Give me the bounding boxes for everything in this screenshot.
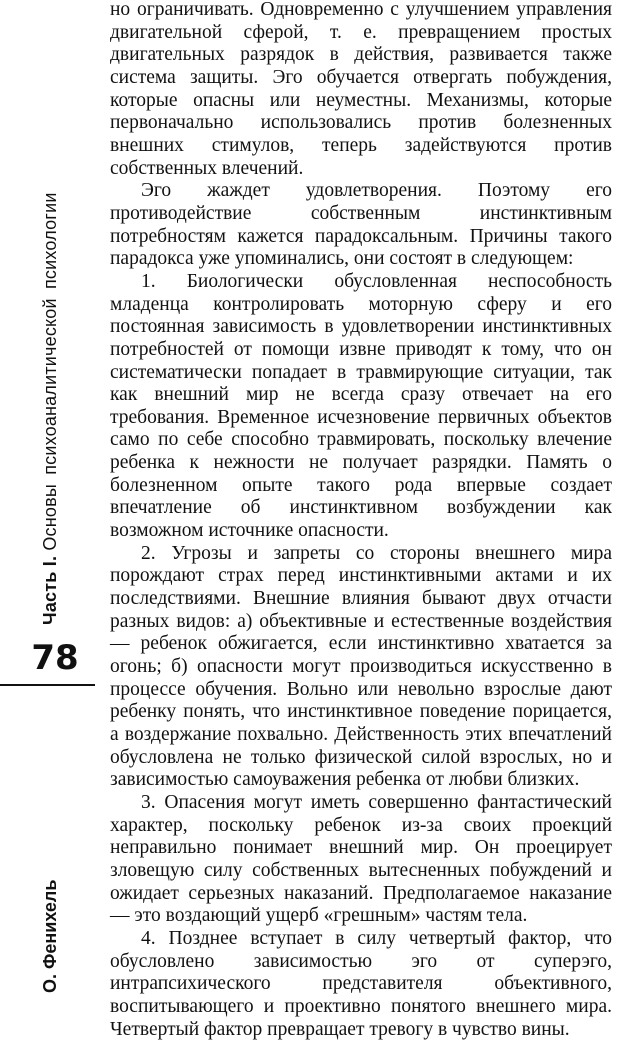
page-number-rule — [0, 684, 95, 686]
running-header-title: Основы психоаналитической психологии — [40, 192, 60, 551]
paragraph-reason-1: 1. Биологически обусловленная неспособность младенца контролировать моторную сферу и его постоянная зависимость в удовлетворении инстинктивных потребностей от помощи извне приводят к тому, что он систематически попадает в травмирующие ситуации, так как внешний мир не всегда сразу отвечает на его требования. Временное исчезновение первичных объектов само по себе способно травмировать, поскольку влечение ребенка к нежности не получает разрядки. Память о болезненном опыте такого рода впервые создает впечатление об инстинктивном возбуждении как возможном источнике опасности. — [110, 270, 612, 542]
paragraph-ego-satisfaction: Эго жаждет удовлетворения. Поэтому его противодействие собственным инстинктивным потребностям кажется парадоксальным. Причины такого парадокса уже упоминались, они состоят в следующем: — [110, 180, 612, 270]
running-header-part: Часть I. — [40, 555, 60, 625]
paragraph-reason-2: 2. Угрозы и запреты со стороны внешнего мира порождают страх перед инстинктивными актами и их последствиями. Внешние влияния бывают двух отчасти разных видов: а) объективные и естественные воздействия — ребенок обжигается, если инстинктивно хватается за огонь; б) опасности могут производиться искусственно в процессе обучения. Вольно или невольно взрослые дают ребенку понять, что инстинктивное поведение порицается, а воздержание похвально. Действенность этих впечатлений обусловлена не только физической силой взрослых, но и зависимостью самоуважения ребенка от любви близких. — [110, 542, 612, 791]
page-number: 78 — [31, 638, 79, 678]
paragraph-reason-4: 4. Позднее вступает в силу четвертый фактор, что обусловлено зависимостью эго от суперэго, интрапсихического представителя объективного, воспитывающего и проективно понятого внешнего мира. Четвертый фактор превращает тревогу в чувство вины. — [110, 927, 612, 1040]
paragraph-continued: но ограничивать. Одновременно с улучшением управления двигательной сферой, т. е. превращением простых двигательных разрядок в действия, развивается также система защиты. Эго обучается отвергать побуждения, которые опасны или неуместны. Механизмы, которые первоначально использовались против болезненных внешних стимулов, теперь задействуются против собственных влечений. — [110, 0, 612, 179]
main-text-column — [110, 0, 612, 1041]
running-header — [36, 165, 64, 625]
running-author: О. Фенихель — [40, 879, 60, 993]
paragraph-reason-3: 3. Опасения могут иметь совершенно фантастический характер, поскольку ребенок из-за своих проекций неправильно понимает внешний мир. Он проецирует зловещую силу собственных вытесненных побуждений и ожидает серьезных наказаний. Предполагаемое наказание — это воздающий ущерб «грешным» частям тела. — [110, 791, 612, 927]
